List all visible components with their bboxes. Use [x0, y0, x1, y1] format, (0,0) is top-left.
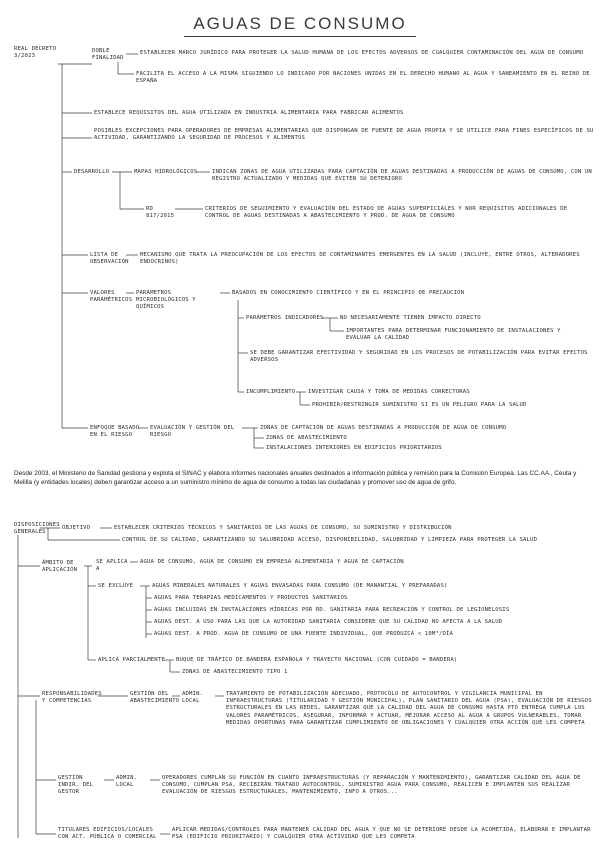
excepciones: POSIBLES EXCEPCIONES PARA OPERADORES DE EMPRESAS ALIMENTARIAS QUE DISPONGAN DE FUENTE DE AGUA PROPIA Y SE UTILICE PARA FINES ESPECÍFICOS DE SU ACTIVIDAD, GARANTIZANDO LA SEGURIDAD DE PROCESOS Y ALIMENTOS	[94, 128, 594, 142]
excluye-1: AGUAS MINERALES NATURALES Y AGUAS ENVASADAS PARA CONSUMO (DE MANANTIAL Y PREPARADAS)	[152, 583, 448, 589]
gestion-label: GESTIÓN DEL ABASTECIMIENTO	[130, 691, 180, 705]
requisitos: ESTABLECE REQUISITOS DEL AGUA UTILIZADA EN INDUSTRIA ALIMENTARIA PARA FABRICAR ALIMENTOS	[94, 110, 404, 116]
objetivo-1: ESTABLECER CRITERIOS TÉCNICOS Y SANITARIOS DE LAS AGUAS DE CONSUMO, SU SUMINISTRO Y DISTRIBUCIÓN	[114, 525, 452, 531]
incump-1: INVESTIGAR CAUSA Y TOMA DE MEDIDAS CORRECTORAS	[308, 389, 470, 395]
parcial-1: BUQUE DE TRÁFICO DE BANDERA ESPAÑOLA Y TRAYECTO NACIONAL (CON CUIDADO = BANDERA)	[176, 657, 458, 663]
objeto-label: DOBLE FINALIDAD	[92, 48, 124, 62]
param-micro: PARÁMETROS MICROBIOLÓGICOS Y QUÍMICOS	[136, 290, 196, 311]
aplica-label: SE APLICA A	[96, 559, 128, 573]
titulares-label: TITULARES EDIFICIOS/LOCALES CON ACT. PÚBLICA O COMERCIAL	[58, 827, 157, 841]
eval-3: INSTALACIONES INTERIORES EN EDIFICIOS PRIORITARIOS	[266, 445, 442, 451]
rd-label: REAL DECRETO 3/2023	[14, 46, 57, 60]
valores-label: VALORES PARAMÉTRICOS	[90, 290, 133, 304]
eval-label: EVALUACIÓN Y GESTIÓN DEL RIESGO	[150, 425, 235, 439]
garantizar: SE DEBE GARANTIZAR EFECTIVIDAD Y SEGURIDAD EN LOS PROCESOS DE POTABILIZACIÓN PARA EVITAR EFECTOS ADVERSOS	[250, 350, 588, 364]
objetivo-label: OBJETIVO	[62, 525, 91, 531]
rd817-label: RD 817/2015	[146, 206, 175, 220]
excluye-label: SE EXCLUYE	[98, 583, 134, 589]
excluye-5: AGUAS DEST. A PROD. AGUA DE CONSUMO DE UNA FUENTE INDIVIDUAL, QUE PRODUZCA < 10M³/DÍA	[154, 631, 454, 637]
eval-2: ZONAS DE ABASTECIMIENTO	[266, 435, 347, 441]
param-ind-1: NO NECESARIAMENTE TIENEN IMPACTO DIRECTO	[340, 315, 481, 321]
ambito-label: ÁMBITO DE APLICACIÓN	[42, 560, 78, 574]
admin2-text: OPERADORES CUMPLAN SU FUNCIÓN EN CUANTO INFRAESTRUCTURAS (Y REPARACIÓN Y MANTENIMIENTO), GARANTIZAR CALIDAD DEL AGUA DE CONSUMO, CUMPLAN PSA, RECIBIRÁN TRATADO AUTOCONTROL, SUMINISTRO AGUA PARA CONSUMO, REALICEN E IMPLANTEN SUS REALIZAR EVALUACIÓN DE RIESGOS ESTRUCTURALES, MANTENIMIENTO, INFO A OTROS...	[162, 775, 581, 796]
enfoque-label: ENFOQUE BASADO EN EL RIESGO	[90, 425, 140, 439]
lista-text: MECANISMO QUE TRATA LA PREOCUPACIÓN DE LOS EFECTOS DE CONTAMINANTES EMERGENTES EN LA SALUD (INCLUYE, ENTRE OTROS, ALTERADORES ENDOCRINOS)	[140, 252, 580, 266]
mapas-label: MAPAS HIDROLÓGICOS	[134, 169, 198, 175]
param-ind-label: PARÁMETROS INDICADORES	[246, 315, 324, 321]
incump-2: PROHIBIR/RESTRINGIR SUMINISTRO SI ES UN PELIGRO PARA LA SALUD	[312, 402, 527, 408]
objeto-2: FACILITA EL ACCESO A LA MISMA SIGUIENDO LO INDICADO POR NACIONES UNIDAS EN EL DERECHO HUMANO AL AGUA Y SANEAMIENTO EN EL REINO DE ESPAÑA	[136, 71, 590, 85]
mapas-text: INDICAN ZONAS DE AGUA UTILIZADAS PARA CAPTACIÓN DE AGUAS DESTINADAS A PRODUCCIÓN DE AGUAS DE CONSUMO, CON UN REGISTRO ACTUALIZADO Y MEDIDAS QUE EVITEN SU DETERIORO	[212, 169, 592, 183]
admin2-label: ADMIN. LOCAL	[116, 775, 138, 789]
admin-text: TRATAMIENTO DE POTABILIZACIÓN ADECUADO, PROTOCOLO DE AUTOCONTROL Y VIGILANCIA MUNICIPAL EN INFRAESTRUCTURAS (TITULARIDAD Y GESTIÓN MUNICIPAL), PLAN SANITARIO DEL AGUA (PSA), EVALUACIÓN DE RIESGOS ESTRUCTURALES EN LAS REDES, GARANTIZAR QUE LA CALIDAD DEL AGUA DE CONSUMO HASTA PTO ENTREGA CUMPLA LOS VALORES PARAMÉTRICOS, ASEGURAR, INFORMAR Y ACTUAR, MEJORAR ACCESO AL AGUA A GRUPOS VULNERABLES, TOMAR MEDIDAS OPORTUNAS PARA GARANTIZAR CUMPLIMIENTO DE OBLIGACIONES Y CUALQUIER OTRA ACCIÓN QUE LES COMPETA	[226, 691, 592, 726]
sinac-paragraph: Desde 2003, el Ministerio de Sanidad gestiona y explota el SINAC y elabora informes nacionales anuales destinados a información pública y remisión para la Comisión Europea. Las CC.AA., Ceuta y Melilla (y entidades locales) deben garantizar acceso a un suministro mínimo de agua de consumo a todas las ciudadanas y promover uso de agua de grifo.	[14, 470, 577, 486]
incump-label: INCUMPLIMIENTO	[246, 389, 296, 395]
gestion-ind-label: GESTIÓN INDIR. DEL GESTOR	[58, 775, 94, 796]
lista-label: LISTA DE OBSERVACIÓN	[90, 252, 129, 266]
rd817-text: CRITERIOS DE SEGUIMIENTO Y EVALUACIÓN DEL ESTADO DE AGUAS SUPERFICIALES Y NOR REQUISITOS ADICIONALES DE CONTROL DE AGUAS DESTINADAS A ABASTECIMIENTO Y PROD. DE AGUA DE CONSUMO	[205, 206, 568, 220]
page-title: AGUAS DE CONSUMO	[193, 14, 407, 33]
objeto-1: ESTABLECER MARCO JURÍDICO PARA PROTEGER LA SALUD HUMANA DE LOS EFECTOS ADVERSOS DE CUALQUIER CONTAMINACIÓN DEL AGUA DE CONSUMO	[140, 50, 584, 56]
disp-label: DISPOSICIONES GENERALES	[14, 522, 60, 536]
eval-1: ZONAS DE CAPTACIÓN DE AGUAS DESTINADAS A PRODUCCIÓN DE AGUA DE CONSUMO	[260, 425, 507, 431]
param-ind-2: IMPORTANTES PARA DETERMINAR FUNCIONAMIENTO DE INSTALACIONES Y EVALUAR LA CALIDAD	[346, 328, 561, 342]
excluye-2: AGUAS PARA TERAPIAS MEDICAMENTOS Y PRODUCTOS SANITARIOS	[154, 595, 348, 601]
desarrollo-label: DESARROLLO	[74, 169, 110, 175]
objetivo-2: CONTROL DE SU CALIDAD, GARANTIZANDO SU SALUBRIDAD ACCESO, DISPONIBILIDAD, SALUBRIDAD Y LIMPIEZA PARA PROTEGER LA SALUD	[122, 537, 538, 543]
excluye-3: AGUAS INCLUIDAS EN INSTALACIONES HÍDRICAS POR RD. SANITARIA PARA RECREACIÓN Y CONTROL DE LEGIONELOSIS	[154, 607, 510, 613]
admin-label: ADMIN. LOCAL	[182, 691, 204, 705]
excluye-4: AGUAS DEST. A USO PARA LAS QUE LA AUTORIDAD SANITARIA CONSIDERE QUE SU CALIDAD NO AFECTA A LA SALUD	[154, 619, 503, 625]
resp-label: RESPONSABILIDADES Y COMPETENCIAS	[42, 691, 102, 705]
aplica-text: AGUA DE CONSUMO, AGUA DE CONSUMO EN EMPRESA ALIMENTARIA Y AGUA DE CAPTACIÓN	[140, 559, 404, 565]
titulares-text: APLICAR MEDIDAS/CONTROLES PARA MANTENER CALIDAD DEL AGUA Y QUE NO SE DETERIORE DESDE LA ACOMETIDA, ELABORAR E IMPLANTAR PSA (EDIFICIO PRIORITARIO) Y CUALQUIER OTRA ACTIVIDAD QUE LES COMPETA	[172, 827, 591, 841]
parcial-label: APLICA PARCIALMENTE	[98, 657, 165, 663]
parcial-2: ZONAS DE ABASTECIMIENTO TIPO 1	[182, 669, 288, 675]
basados: BASADOS EN CONOCIMIENTO CIENTÍFICO Y EN EL PRINCIPIO DE PRECAUCIÓN	[232, 290, 465, 296]
